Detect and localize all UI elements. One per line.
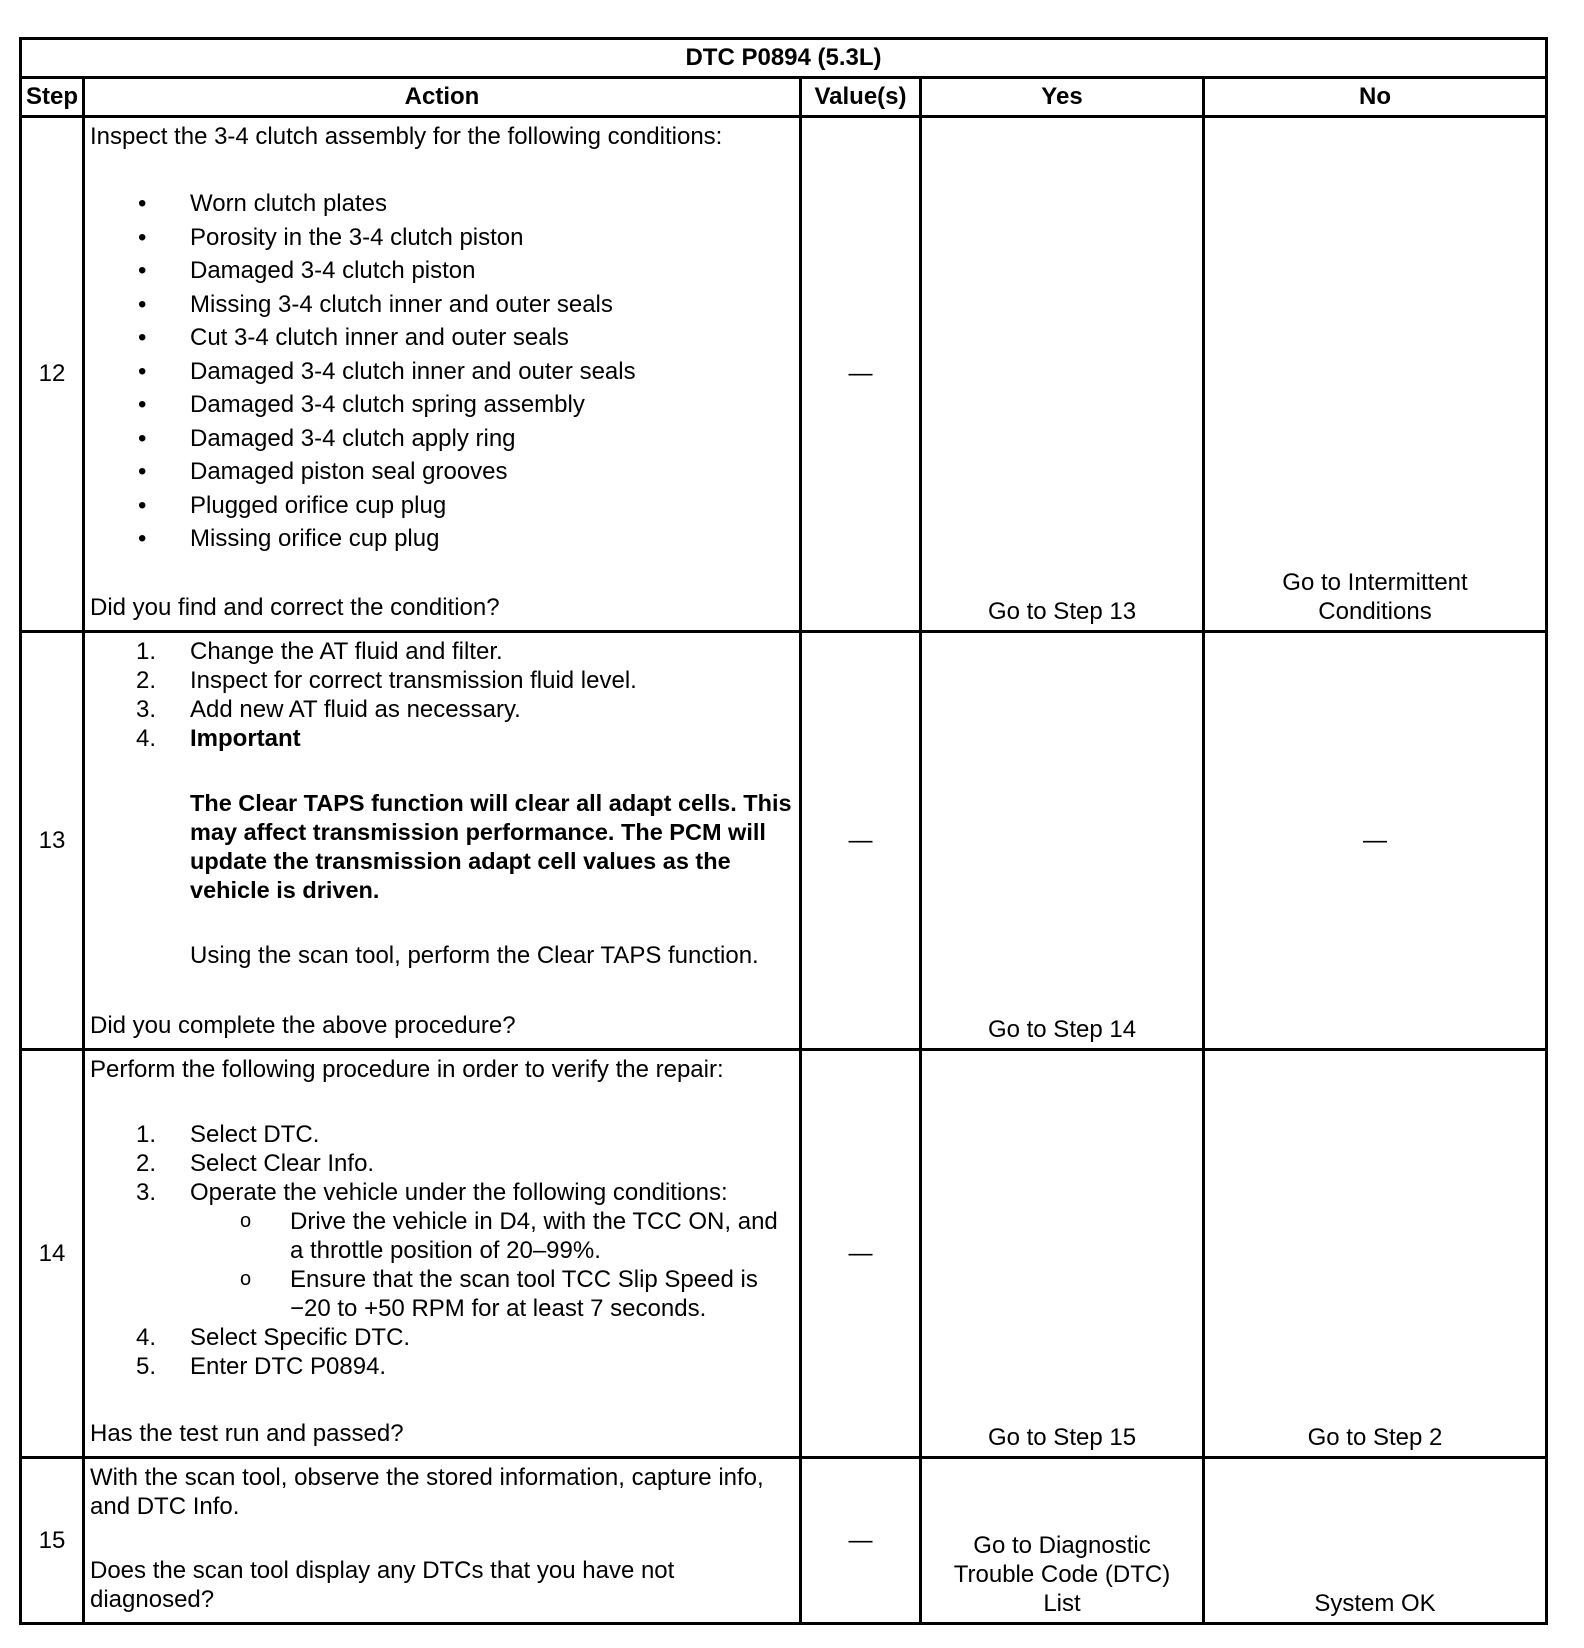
table-row-step-12	[21, 117, 1547, 632]
header-row	[21, 78, 1547, 117]
action-cell	[84, 1458, 801, 1624]
table-title: DTC P0894 (5.3L)	[21, 39, 1547, 78]
yes-cell: Go to Step 15	[921, 1050, 1204, 1458]
action-question: Did you find and correct the condition?	[90, 594, 500, 621]
action-cell	[84, 117, 801, 632]
list-item: • Cut 3-4 clutch inner and outer seals	[90, 321, 793, 355]
yes-cell: Go to Step 14	[921, 632, 1204, 1050]
yes-action: Go to Diagnostic Trouble Code (DTC) List	[953, 1532, 1171, 1617]
action-intro: Inspect the 3-4 clutch assembly for the following conditions:	[90, 123, 723, 150]
important-label: Important	[190, 725, 301, 752]
list-item: • Missing 3-4 clutch inner and outer seals	[90, 288, 793, 322]
important-note: The Clear TAPS function will clear all adapt cells. This may affect transmission performance. The PCM will update the transmission adapt cell values as the vehicle is driven.	[190, 790, 792, 903]
yes-cell	[921, 1458, 1204, 1624]
list-item: • Damaged 3-4 clutch spring assembly	[90, 388, 793, 422]
list-item: 1. Select DTC.	[136, 1121, 320, 1148]
action-intro: With the scan tool, observe the stored information, capture info, and DTC Info.	[90, 1464, 764, 1520]
no-cell	[1204, 117, 1547, 632]
sub-condition-list	[190, 1207, 793, 1323]
dtc-table	[19, 37, 1548, 1625]
list-item: • Damaged 3-4 clutch apply ring	[90, 422, 793, 456]
list-item: 4. Important	[136, 725, 301, 752]
list-item: 2. Inspect for correct transmission fluid level.	[136, 667, 637, 694]
no-cell: System OK	[1204, 1458, 1547, 1624]
table-row-step-13	[21, 632, 1547, 1050]
list-item: • Plugged orifice cup plug	[90, 489, 793, 523]
list-item: 2. Select Clear Info.	[136, 1150, 375, 1177]
list-item: 3. Add new AT fluid as necessary.	[136, 696, 521, 723]
procedure-list	[90, 1120, 793, 1381]
action-question: Did you complete the above procedure?	[90, 1012, 516, 1039]
list-item: o Ensure that the scan tool TCC Slip Speed is −20 to +50 RPM for at least 7 seconds.	[190, 1265, 793, 1323]
value-cell: —	[801, 117, 921, 632]
value-cell: —	[801, 632, 921, 1050]
table-row-step-15	[21, 1458, 1547, 1624]
header-no: No	[1204, 78, 1547, 117]
action-intro: Perform the following procedure in order to verify the repair:	[90, 1056, 724, 1083]
list-item: 1. Change the AT fluid and filter.	[136, 638, 503, 665]
list-item: • Missing orifice cup plug	[90, 522, 793, 556]
list-item: • Porosity in the 3-4 clutch piston	[90, 221, 793, 255]
list-item: 4. Select Specific DTC.	[136, 1324, 411, 1351]
value-cell: —	[801, 1458, 921, 1624]
header-values: Value(s)	[801, 78, 921, 117]
table-row-step-14	[21, 1050, 1547, 1458]
instruction-text: Using the scan tool, perform the Clear TAPS function.	[190, 942, 759, 969]
list-item: • Damaged 3-4 clutch piston	[90, 254, 793, 288]
no-action: Go to Intermittent Conditions	[1282, 569, 1468, 625]
action-question: Does the scan tool display any DTCs that you have not diagnosed?	[90, 1557, 675, 1613]
action-cell	[84, 1050, 801, 1458]
header-step: Step	[21, 78, 84, 117]
header-yes: Yes	[921, 78, 1204, 117]
yes-cell: Go to Step 13	[921, 117, 1204, 632]
list-item: 5. Enter DTC P0894.	[136, 1353, 387, 1380]
step-number: 15	[21, 1458, 84, 1624]
header-action: Action	[84, 78, 801, 117]
step-number: 12	[21, 117, 84, 632]
procedure-list	[90, 637, 793, 753]
action-cell	[84, 632, 801, 1050]
list-item: • Damaged 3-4 clutch inner and outer seals	[90, 355, 793, 389]
value-cell: —	[801, 1050, 921, 1458]
condition-list	[90, 187, 793, 556]
action-question: Has the test run and passed?	[90, 1420, 404, 1447]
step-number: 13	[21, 632, 84, 1050]
step-number: 14	[21, 1050, 84, 1458]
list-item: o Drive the vehicle in D4, with the TCC ON, and a throttle position of 20–99%.	[190, 1207, 793, 1265]
list-item: • Worn clutch plates	[90, 187, 793, 221]
list-item: 3. Operate the vehicle under the following conditions: o Drive the vehicle in D4, with the TCC ON, and a throttle position of 20–99%. o Ensure that the scan tool TCC Slip Speed is −20 to +50 RPM for at least 7 seconds.	[90, 1178, 793, 1323]
no-cell: —	[1204, 632, 1547, 1050]
list-item: • Damaged piston seal grooves	[90, 455, 793, 489]
no-cell: Go to Step 2	[1204, 1050, 1547, 1458]
